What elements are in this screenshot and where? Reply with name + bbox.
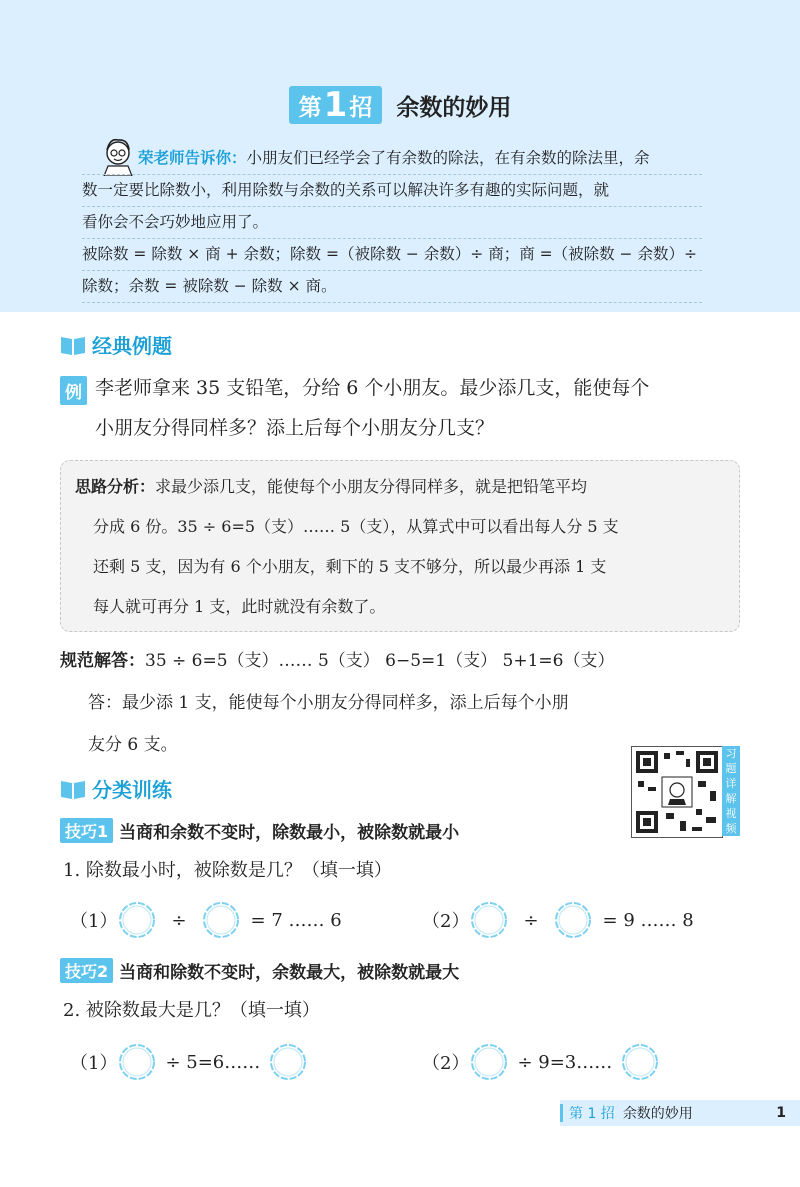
chapter-badge [289,86,383,124]
note-line: 看你会不会巧妙地应用了。 [82,207,702,239]
answer-blank[interactable] [201,900,241,940]
page-footer [560,1100,800,1126]
question-2: 2. 被除数最大是几？（填一填） [63,1000,320,1021]
answer-line: 友分 6 支。 [88,735,178,755]
skill-1-heading [60,818,459,843]
teacher-note [82,143,702,303]
example-badge: 例 [60,376,87,405]
equation-middle: ÷ 5=6…… [165,1051,261,1073]
operator: ÷ [171,909,187,931]
equation-2-2 [422,1042,660,1082]
page-number: 1 [776,1105,786,1121]
equation-label: （1） [70,911,118,932]
skill-badge: 技巧2 [60,958,113,983]
equation-label: （2） [422,911,470,932]
equation-1-1 [70,900,342,940]
analysis-line: 还剩 5 支，因为有 6 个小朋友，剩下的 5 支不够分，所以最少再添 1 支 [93,557,607,576]
skill-2-heading [60,958,459,983]
badge-number: 1 [323,85,348,125]
equation-2-1 [70,1042,308,1082]
equation-label: （2） [422,1053,470,1074]
answer-blank[interactable] [553,900,593,940]
note-line [82,143,702,175]
operator: ÷ [523,909,539,931]
analysis-label: 思路分析： [75,477,156,496]
equation-1-2 [422,900,694,940]
badge-suffix: 招 [349,94,373,121]
example-problem [95,368,755,448]
answer-blank[interactable] [620,1042,660,1082]
answer-blank[interactable] [117,1042,157,1082]
section-heading-examples [60,330,172,359]
example-line: 李老师拿来 35 支铅笔，分给 6 个小朋友。最少添几支，能使每个 [95,377,650,399]
note-line: 被除数 = 除数 × 商 + 余数；除数 =（被除数 − 余数）÷ 商；商 =（被除数 − 余数）÷ [82,239,702,271]
qr-label: 习题详解视频 [722,746,740,836]
answer-line: 35 ÷ 6=5（支）…… 5（支） 6−5=1（支） 5+1=6（支） [145,651,615,671]
book-icon [60,778,86,800]
footer-chapter: 第 1 招 [569,1106,615,1122]
analysis-box [60,460,740,632]
skill-badge: 技巧1 [60,818,113,843]
footer-title: 余数的妙用 [622,1106,693,1122]
skill-text: 当商和余数不变时，除数最小，被除数就最小 [119,823,460,843]
analysis-line: 求最少添几支，能使每个小朋友分得同样多，就是把铅笔平均 [155,477,588,496]
skill-text: 当商和除数不变时，余数最大，被除数就最大 [119,963,460,983]
answer-blank[interactable] [469,900,509,940]
title-text: 余数的妙用 [396,94,512,121]
example-line: 小朋友分得同样多？添上后每个小朋友分几支？ [95,417,495,439]
answer-blank[interactable] [268,1042,308,1082]
equation-rhs: = 7 …… 6 [250,909,342,931]
equation-middle: ÷ 9=3…… [517,1051,613,1073]
section-title: 经典例题 [92,334,172,358]
answer-blank[interactable] [117,900,157,940]
analysis-line: 每人就可再分 1 支，此时就没有余数了。 [93,597,386,616]
note-label: 荣老师告诉你： [138,149,247,167]
section-heading-training [60,774,172,803]
answer-label: 规范解答： [60,651,145,671]
qr-code-icon[interactable] [631,746,723,838]
note-line: 除数；余数 = 被除数 − 除数 × 商。 [82,271,702,303]
answer-blank[interactable] [469,1042,509,1082]
section-title: 分类训练 [92,778,172,802]
note-line: 数一定要比除数小，利用除数与余数的关系可以解决许多有趣的实际问题，就 [82,175,702,207]
page-title [0,86,800,124]
book-icon [60,334,86,356]
analysis-line: 分成 6 份。35 ÷ 6=5（支）…… 5（支），从算式中可以看出每人分 5 支 [93,517,619,536]
equation-rhs: = 9 …… 8 [602,909,694,931]
footer-accent-bar [560,1104,563,1122]
answer-line: 答：最少添 1 支，能使每个小朋友分得同样多，添上后每个小朋 [88,693,569,713]
equation-label: （1） [70,1053,118,1074]
note-text: 小朋友们已经学会了有余数的除法，在有余数的除法里，余 [246,149,650,167]
badge-prefix: 第 [298,94,322,121]
question-1: 1. 除数最小时，被除数是几？（填一填） [63,860,392,881]
